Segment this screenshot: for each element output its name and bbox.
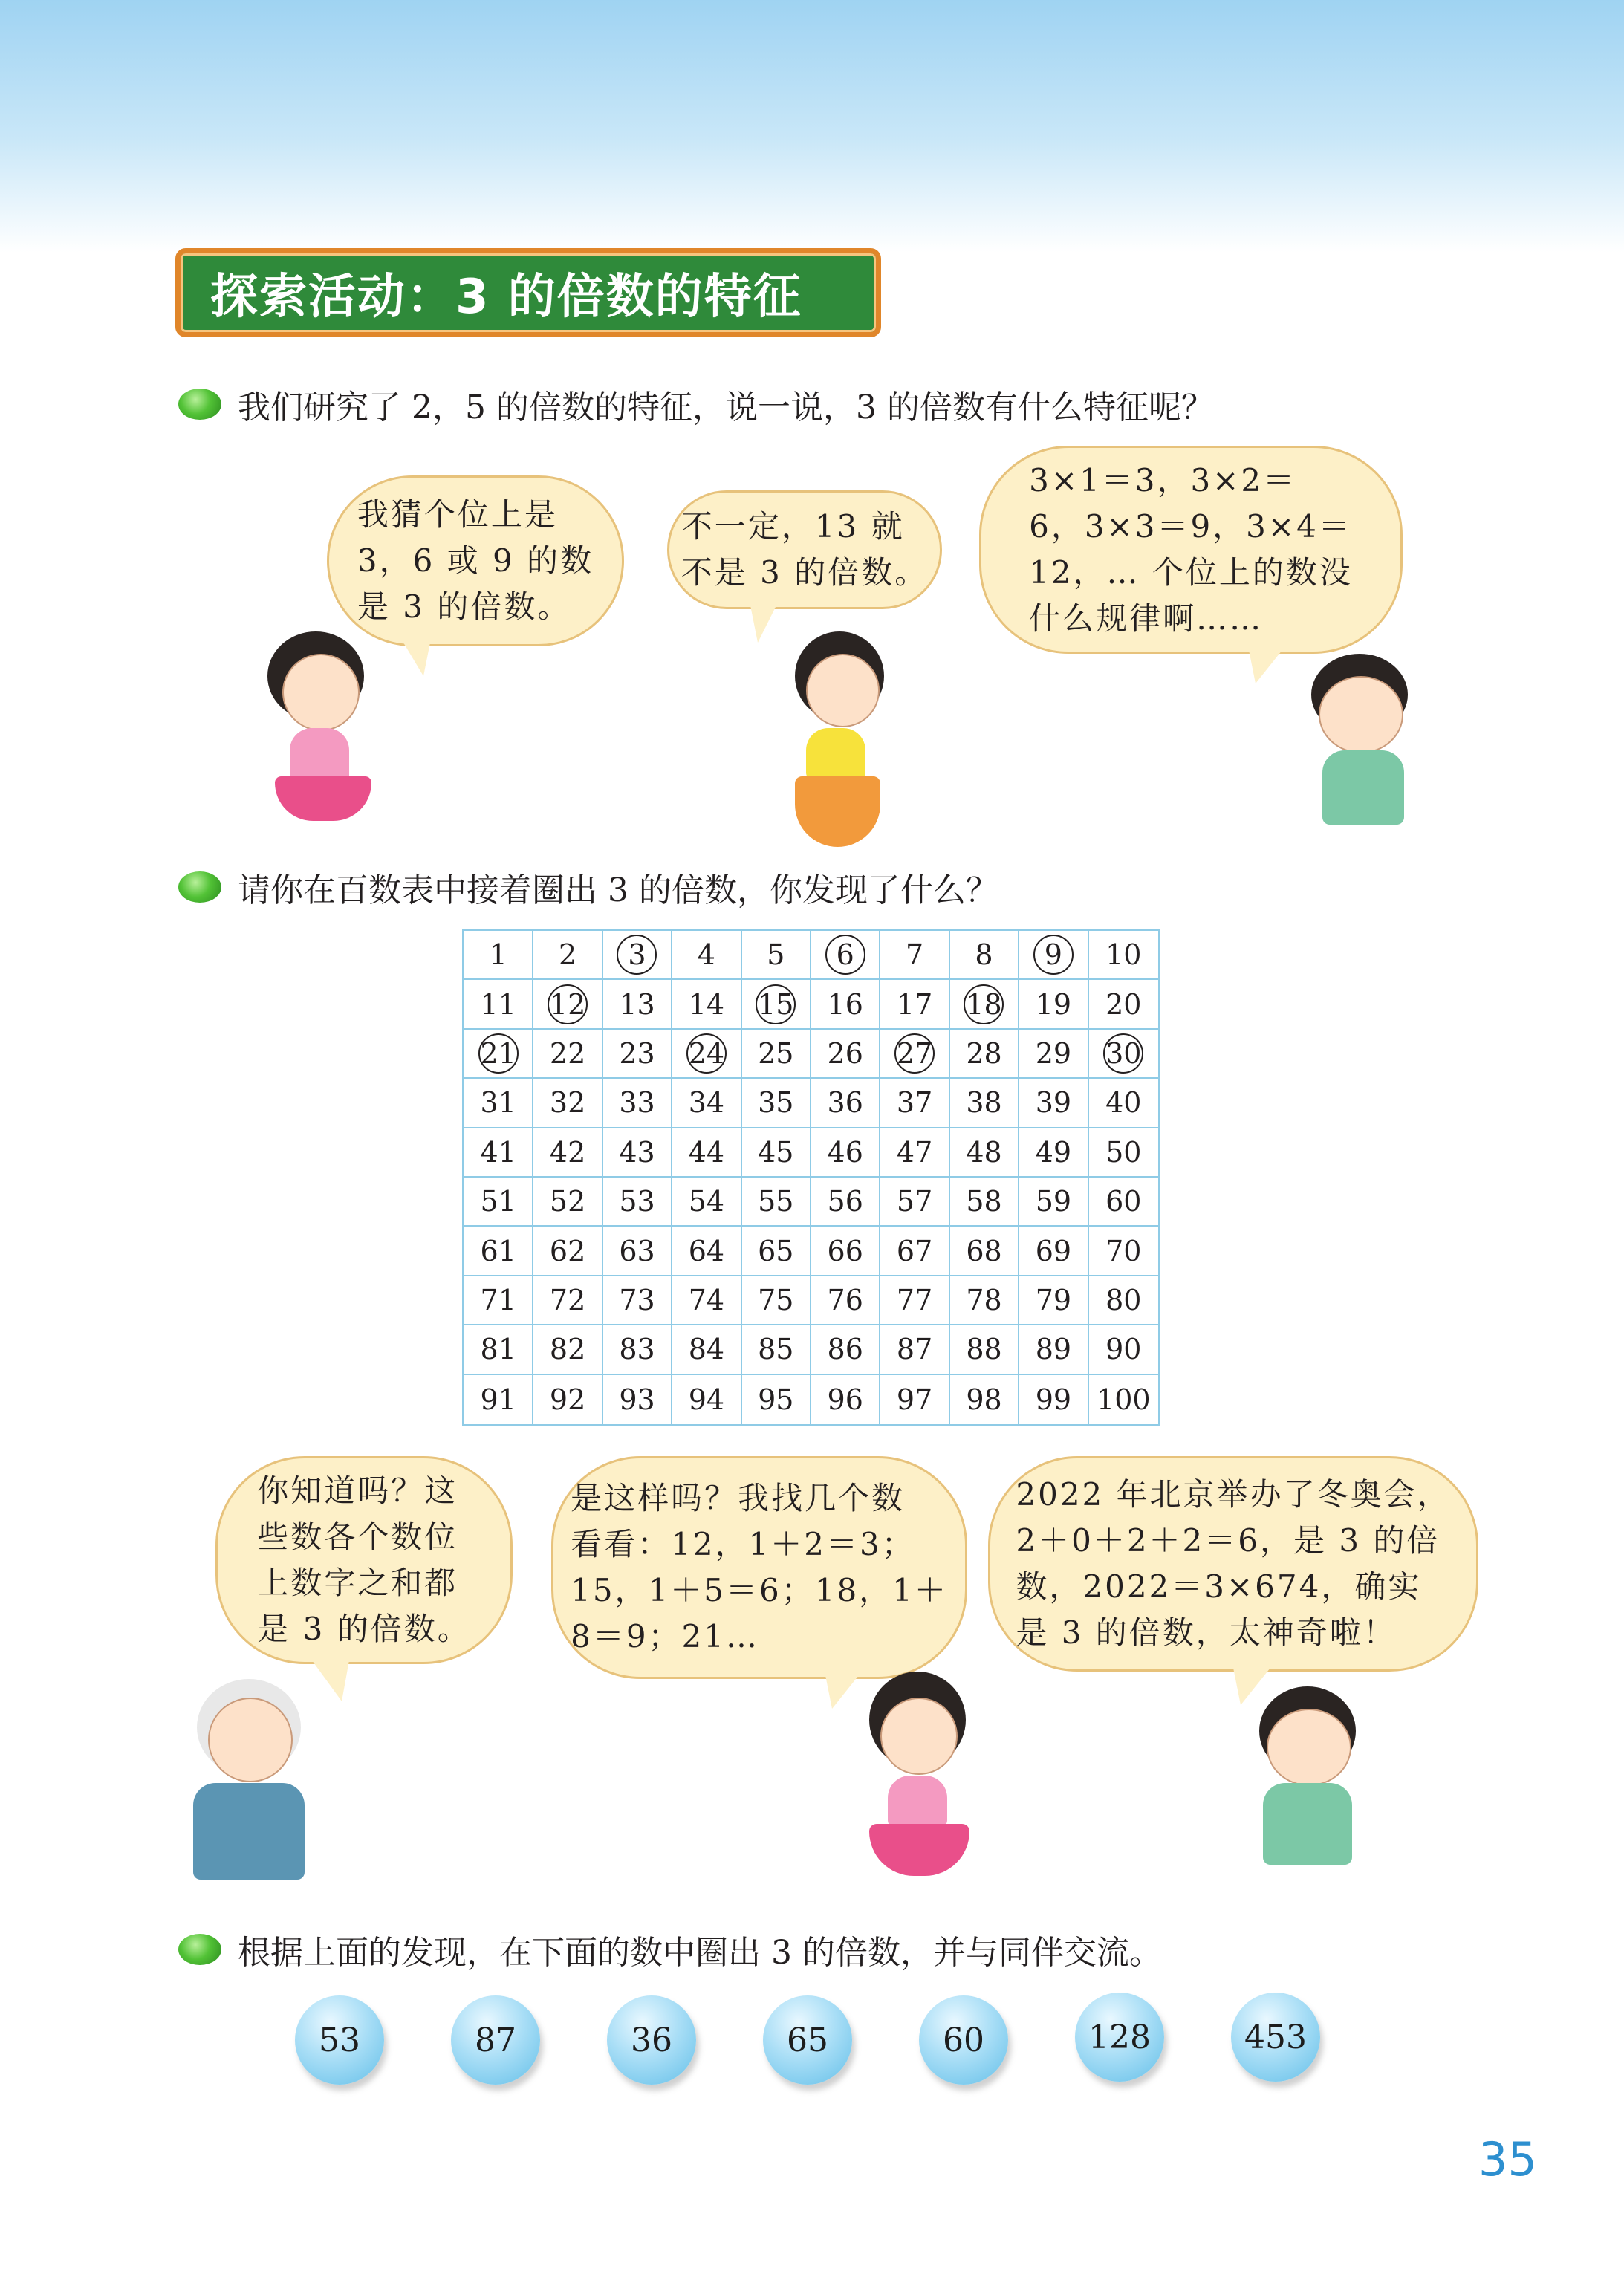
table-cell-number: 87 bbox=[896, 1333, 933, 1366]
table-cell[interactable] bbox=[880, 1375, 949, 1424]
table-cell[interactable] bbox=[464, 1375, 533, 1424]
table-cell[interactable] bbox=[950, 1030, 1019, 1079]
table-cell[interactable] bbox=[1019, 980, 1088, 1029]
table-cell[interactable] bbox=[950, 1375, 1019, 1424]
speech-bubble-grandpa-text: 你知道吗？这 些数各个数位 上数字之和都 是 3 的倍数。 bbox=[257, 1472, 471, 1647]
table-cell[interactable] bbox=[1089, 980, 1158, 1029]
table-cell[interactable] bbox=[811, 1227, 880, 1276]
table-cell-number: 59 bbox=[1035, 1185, 1072, 1218]
bubble-tail bbox=[1248, 646, 1285, 683]
table-cell-number: 11 bbox=[480, 987, 516, 1021]
table-cell-number: 73 bbox=[619, 1283, 655, 1316]
table-cell[interactable] bbox=[811, 1375, 880, 1424]
table-cell-number: 14 bbox=[688, 987, 725, 1021]
table-cell[interactable] bbox=[950, 1227, 1019, 1276]
table-cell[interactable] bbox=[533, 1325, 602, 1374]
table-cell-number: 78 bbox=[966, 1283, 1002, 1316]
table-cell[interactable] bbox=[811, 1128, 880, 1178]
table-cell-number: 39 bbox=[1035, 1086, 1072, 1120]
question-1 bbox=[178, 380, 1214, 428]
table-cell-number: 72 bbox=[549, 1283, 586, 1316]
question-1-text: 我们研究了 2，5 的倍数的特征，说一说，3 的倍数有什么特征呢？ bbox=[238, 389, 1214, 426]
table-cell-number: 52 bbox=[549, 1185, 586, 1218]
table-cell[interactable] bbox=[742, 1030, 811, 1079]
table-cell[interactable] bbox=[672, 1325, 741, 1374]
table-cell-number: 91 bbox=[480, 1383, 516, 1416]
table-cell-number: 77 bbox=[896, 1283, 933, 1316]
table-cell-number: 8 bbox=[975, 938, 993, 972]
table-cell-number: 27 bbox=[896, 1036, 933, 1070]
table-cell-number: 24 bbox=[688, 1036, 725, 1070]
table-cell-number: 37 bbox=[896, 1086, 933, 1120]
table-cell-number: 81 bbox=[480, 1333, 516, 1366]
table-cell[interactable] bbox=[811, 1325, 880, 1374]
table-cell-number: 98 bbox=[966, 1383, 1002, 1416]
table-cell[interactable] bbox=[880, 1030, 949, 1079]
table-cell-number: 6 bbox=[836, 938, 854, 972]
table-cell-number: 15 bbox=[758, 987, 794, 1021]
table-cell[interactable] bbox=[464, 1079, 533, 1128]
table-cell[interactable] bbox=[603, 1079, 672, 1128]
table-cell-number: 46 bbox=[827, 1135, 863, 1169]
table-cell[interactable] bbox=[742, 1325, 811, 1374]
table-cell-number: 3 bbox=[628, 938, 646, 972]
table-cell[interactable] bbox=[1019, 1276, 1088, 1325]
table-cell-number: 35 bbox=[758, 1086, 794, 1120]
table-cell-number: 97 bbox=[896, 1383, 933, 1416]
table-cell[interactable] bbox=[1089, 1375, 1158, 1424]
table-cell-number: 92 bbox=[549, 1383, 586, 1416]
table-cell[interactable] bbox=[950, 1079, 1019, 1128]
table-cell[interactable] bbox=[811, 980, 880, 1029]
circle-mark bbox=[1033, 935, 1074, 975]
table-cell[interactable] bbox=[672, 1375, 741, 1424]
table-cell[interactable] bbox=[880, 1128, 949, 1178]
table-cell[interactable] bbox=[1019, 1325, 1088, 1374]
table-cell[interactable] bbox=[464, 1178, 533, 1227]
table-cell-number: 83 bbox=[619, 1333, 655, 1366]
table-cell-number: 36 bbox=[827, 1086, 863, 1120]
table-cell-number: 34 bbox=[688, 1086, 725, 1120]
circle-mark bbox=[686, 1033, 727, 1074]
table-cell[interactable] bbox=[950, 1178, 1019, 1227]
speech-bubble-boy-2 bbox=[988, 1456, 1478, 1672]
table-cell-number: 12 bbox=[549, 987, 586, 1021]
table-cell[interactable] bbox=[533, 1128, 602, 1178]
table-cell[interactable] bbox=[533, 1375, 602, 1424]
table-cell[interactable] bbox=[533, 1227, 602, 1276]
table-cell-number: 28 bbox=[966, 1036, 1002, 1070]
table-cell[interactable] bbox=[880, 1325, 949, 1374]
table-cell[interactable] bbox=[742, 1276, 811, 1325]
table-cell[interactable] bbox=[880, 931, 949, 980]
table-cell[interactable] bbox=[1089, 1030, 1158, 1079]
table-cell-number: 48 bbox=[966, 1135, 1002, 1169]
table-cell-number: 4 bbox=[697, 938, 715, 972]
table-cell-number: 23 bbox=[619, 1036, 655, 1070]
table-cell[interactable] bbox=[880, 1227, 949, 1276]
circle-mark bbox=[756, 984, 796, 1024]
table-cell-number: 42 bbox=[549, 1135, 586, 1169]
speech-bubble-girl-3 bbox=[551, 1456, 967, 1679]
number-ball[interactable]: 36 bbox=[607, 1995, 696, 2085]
table-cell-number: 32 bbox=[549, 1086, 586, 1120]
table-cell-number: 44 bbox=[688, 1135, 725, 1169]
table-cell[interactable] bbox=[950, 1276, 1019, 1325]
table-cell-number: 9 bbox=[1044, 938, 1062, 972]
table-cell-number: 99 bbox=[1035, 1383, 1072, 1416]
boy-pointing-illustration bbox=[1218, 1686, 1389, 1872]
table-cell-number: 7 bbox=[906, 938, 924, 972]
table-cell-number: 17 bbox=[896, 987, 933, 1021]
table-cell-number: 94 bbox=[688, 1383, 725, 1416]
table-cell[interactable] bbox=[880, 1276, 949, 1325]
hundred-table bbox=[462, 929, 1160, 1426]
circle-mark bbox=[825, 935, 865, 975]
table-cell[interactable] bbox=[672, 1178, 741, 1227]
table-cell-number: 68 bbox=[966, 1234, 1002, 1267]
table-cell-number: 10 bbox=[1105, 938, 1142, 972]
table-cell-number: 49 bbox=[1035, 1135, 1072, 1169]
table-cell-number: 89 bbox=[1035, 1333, 1072, 1366]
table-cell[interactable] bbox=[950, 980, 1019, 1029]
table-cell-number: 82 bbox=[549, 1333, 586, 1366]
table-cell-number: 43 bbox=[619, 1135, 655, 1169]
table-cell-number: 86 bbox=[827, 1333, 863, 1366]
table-cell-number: 66 bbox=[827, 1234, 863, 1267]
table-cell[interactable] bbox=[811, 1079, 880, 1128]
table-cell-number: 47 bbox=[896, 1135, 933, 1169]
table-cell[interactable] bbox=[880, 980, 949, 1029]
number-ball[interactable]: 60 bbox=[919, 1995, 1008, 2085]
table-cell-number: 74 bbox=[688, 1283, 725, 1316]
table-cell-number: 71 bbox=[480, 1283, 516, 1316]
speech-bubble-girl-3-text: 是这样吗？我找几个数 看看：12，1＋2＝3； 15，1＋5＝6；18，1＋ 8＝9；21… bbox=[571, 1480, 948, 1654]
table-cell-number: 41 bbox=[480, 1135, 516, 1169]
speech-bubble-boy-1-text: 3×1＝3，3×2＝ 6，3×3＝9，3×4＝ 12，… 个位上的数没 什么规律啊…… bbox=[1029, 462, 1353, 637]
table-cell[interactable] bbox=[742, 980, 811, 1029]
table-cell[interactable] bbox=[742, 931, 811, 980]
table-cell-number: 93 bbox=[619, 1383, 655, 1416]
speech-bubble-girl-1 bbox=[327, 475, 624, 646]
table-cell-number: 38 bbox=[966, 1086, 1002, 1120]
circle-mark bbox=[617, 935, 657, 975]
table-cell[interactable] bbox=[533, 931, 602, 980]
table-cell-number: 64 bbox=[688, 1234, 725, 1267]
table-cell-number: 26 bbox=[827, 1036, 863, 1070]
table-cell-number: 69 bbox=[1035, 1234, 1072, 1267]
table-cell[interactable] bbox=[603, 931, 672, 980]
number-ball[interactable]: 65 bbox=[763, 1995, 852, 2085]
table-cell[interactable] bbox=[672, 1276, 741, 1325]
table-cell-number: 55 bbox=[758, 1185, 794, 1218]
table-cell[interactable] bbox=[1019, 1227, 1088, 1276]
table-cell[interactable] bbox=[533, 1276, 602, 1325]
page-number: 35 bbox=[1478, 2132, 1537, 2186]
table-cell-number: 56 bbox=[827, 1185, 863, 1218]
table-cell[interactable] bbox=[1089, 1079, 1158, 1128]
table-cell[interactable] bbox=[533, 980, 602, 1029]
table-cell-number: 85 bbox=[758, 1333, 794, 1366]
table-cell-number: 30 bbox=[1105, 1036, 1142, 1070]
table-cell[interactable] bbox=[742, 1227, 811, 1276]
table-cell-number: 76 bbox=[827, 1283, 863, 1316]
table-cell[interactable] bbox=[1019, 1128, 1088, 1178]
table-cell[interactable] bbox=[1019, 1178, 1088, 1227]
table-cell[interactable] bbox=[672, 931, 741, 980]
question-2-text: 请你在百数表中接着圈出 3 的倍数，你发现了什么？ bbox=[238, 871, 998, 909]
table-cell-number: 21 bbox=[480, 1036, 516, 1070]
table-cell[interactable] bbox=[880, 1178, 949, 1227]
table-cell[interactable] bbox=[950, 1128, 1019, 1178]
table-cell[interactable] bbox=[742, 1375, 811, 1424]
table-cell-number: 90 bbox=[1105, 1333, 1142, 1366]
question-2 bbox=[178, 863, 998, 911]
table-cell-number: 95 bbox=[758, 1383, 794, 1416]
table-cell[interactable] bbox=[464, 1030, 533, 1079]
green-bullet-icon bbox=[178, 871, 221, 903]
table-cell-number: 79 bbox=[1035, 1283, 1072, 1316]
table-cell-number: 53 bbox=[619, 1185, 655, 1218]
speech-bubble-grandpa bbox=[215, 1456, 513, 1664]
speech-bubble-boy-2-text: 2022 年北京举办了冬奥会， 2＋0＋2＋2＝6，是 3 的倍 数，2022＝3×674，确实 是 3 的倍数，太神奇啦！ bbox=[1016, 1476, 1451, 1651]
table-cell-number: 18 bbox=[966, 987, 1002, 1021]
table-cell-number: 20 bbox=[1105, 987, 1142, 1021]
table-cell[interactable] bbox=[1089, 1325, 1158, 1374]
table-cell[interactable] bbox=[603, 980, 672, 1029]
table-cell-number: 5 bbox=[767, 938, 785, 972]
table-cell[interactable] bbox=[1089, 1276, 1158, 1325]
question-3 bbox=[178, 1926, 1162, 1973]
table-cell[interactable] bbox=[603, 1128, 672, 1178]
table-cell[interactable] bbox=[1019, 1030, 1088, 1079]
number-ball[interactable]: 453 bbox=[1231, 1993, 1320, 2082]
table-cell[interactable] bbox=[1019, 931, 1088, 980]
table-cell[interactable] bbox=[464, 980, 533, 1029]
speech-bubble-girl-1-text: 我猜个位上是 3，6 或 9 的数 是 3 的倍数。 bbox=[357, 496, 594, 625]
table-cell[interactable] bbox=[742, 1178, 811, 1227]
table-cell[interactable] bbox=[603, 1030, 672, 1079]
circle-mark bbox=[548, 984, 588, 1024]
table-cell[interactable] bbox=[603, 1227, 672, 1276]
circle-mark bbox=[894, 1033, 935, 1074]
table-cell[interactable] bbox=[533, 1079, 602, 1128]
table-cell[interactable] bbox=[533, 1030, 602, 1079]
circle-mark bbox=[478, 1033, 519, 1074]
table-cell-number: 51 bbox=[480, 1185, 516, 1218]
table-cell-number: 31 bbox=[480, 1086, 516, 1120]
boy-thinking-illustration bbox=[1300, 654, 1419, 832]
table-cell[interactable] bbox=[672, 1227, 741, 1276]
circle-mark bbox=[964, 984, 1004, 1024]
table-cell[interactable] bbox=[1019, 1079, 1088, 1128]
table-cell[interactable] bbox=[464, 1227, 533, 1276]
table-cell-number: 40 bbox=[1105, 1086, 1142, 1120]
table-cell-number: 80 bbox=[1105, 1283, 1142, 1316]
table-cell-number: 67 bbox=[896, 1234, 933, 1267]
speech-bubble-girl-2-text: 不一定，13 就 不是 3 的倍数。 bbox=[681, 508, 929, 591]
table-cell[interactable] bbox=[1089, 1227, 1158, 1276]
table-cell-number: 57 bbox=[896, 1185, 933, 1218]
table-cell[interactable] bbox=[811, 1178, 880, 1227]
speech-bubble-girl-2 bbox=[667, 490, 942, 609]
table-cell[interactable] bbox=[742, 1128, 811, 1178]
number-ball[interactable]: 128 bbox=[1075, 1993, 1164, 2082]
table-cell-number: 19 bbox=[1035, 987, 1072, 1021]
table-cell-number: 65 bbox=[758, 1234, 794, 1267]
table-cell[interactable] bbox=[950, 931, 1019, 980]
table-cell-number: 75 bbox=[758, 1283, 794, 1316]
table-cell[interactable] bbox=[1089, 1128, 1158, 1178]
table-cell[interactable] bbox=[603, 1276, 672, 1325]
table-cell-number: 54 bbox=[688, 1185, 725, 1218]
table-cell[interactable] bbox=[464, 1276, 533, 1325]
green-bullet-icon bbox=[178, 389, 221, 420]
girl-pink-illustration-2 bbox=[839, 1672, 1003, 1894]
green-bullet-icon bbox=[178, 1934, 221, 1965]
table-cell-number: 2 bbox=[559, 938, 577, 972]
table-cell[interactable] bbox=[603, 1178, 672, 1227]
table-cell-number: 62 bbox=[549, 1234, 586, 1267]
table-cell-number: 88 bbox=[966, 1333, 1002, 1366]
table-cell-number: 25 bbox=[758, 1036, 794, 1070]
table-cell-number: 50 bbox=[1105, 1135, 1142, 1169]
table-cell-number: 13 bbox=[619, 987, 655, 1021]
table-cell-number: 61 bbox=[480, 1234, 516, 1267]
table-cell[interactable] bbox=[672, 980, 741, 1029]
girl-pink-illustration bbox=[260, 631, 401, 832]
question-3-text: 根据上面的发现，在下面的数中圈出 3 的倍数，并与同伴交流。 bbox=[238, 1934, 1162, 1972]
table-cell[interactable] bbox=[464, 1325, 533, 1374]
number-ball[interactable]: 53 bbox=[295, 1995, 384, 2085]
table-cell[interactable] bbox=[880, 1079, 949, 1128]
girl-yellow-illustration bbox=[765, 631, 899, 854]
table-cell-number: 22 bbox=[549, 1036, 586, 1070]
table-cell[interactable] bbox=[672, 1030, 741, 1079]
table-cell[interactable] bbox=[672, 1079, 741, 1128]
grandpa-illustration bbox=[163, 1679, 342, 1902]
bubble-tail bbox=[401, 639, 431, 676]
table-cell-number: 84 bbox=[688, 1333, 725, 1366]
table-cell-number: 16 bbox=[827, 987, 863, 1021]
section-title: 探索活动：3 的倍数的特征 bbox=[175, 248, 881, 337]
circle-mark bbox=[1103, 1033, 1143, 1074]
table-cell[interactable] bbox=[811, 931, 880, 980]
table-cell[interactable] bbox=[742, 1079, 811, 1128]
table-cell[interactable] bbox=[672, 1128, 741, 1178]
table-cell-number: 100 bbox=[1097, 1383, 1151, 1416]
table-cell[interactable] bbox=[464, 1128, 533, 1178]
table-cell-number: 29 bbox=[1035, 1036, 1072, 1070]
number-ball[interactable]: 87 bbox=[451, 1995, 540, 2085]
table-cell[interactable] bbox=[603, 1325, 672, 1374]
table-cell-number: 45 bbox=[758, 1135, 794, 1169]
table-cell-number: 1 bbox=[489, 938, 507, 972]
table-cell-number: 70 bbox=[1105, 1234, 1142, 1267]
sky-header-band bbox=[0, 0, 1624, 253]
table-cell-number: 60 bbox=[1105, 1185, 1142, 1218]
table-cell[interactable] bbox=[1019, 1375, 1088, 1424]
table-cell-number: 58 bbox=[966, 1185, 1002, 1218]
table-cell[interactable] bbox=[533, 1178, 602, 1227]
speech-bubble-boy-1 bbox=[979, 446, 1403, 654]
table-cell-number: 96 bbox=[827, 1383, 863, 1416]
table-cell[interactable] bbox=[1089, 1178, 1158, 1227]
table-cell[interactable] bbox=[464, 931, 533, 980]
table-cell[interactable] bbox=[950, 1325, 1019, 1374]
table-cell[interactable] bbox=[1089, 931, 1158, 980]
table-cell-number: 33 bbox=[619, 1086, 655, 1120]
table-cell[interactable] bbox=[811, 1030, 880, 1079]
table-cell[interactable] bbox=[603, 1375, 672, 1424]
table-cell[interactable] bbox=[811, 1276, 880, 1325]
table-cell-number: 63 bbox=[619, 1234, 655, 1267]
